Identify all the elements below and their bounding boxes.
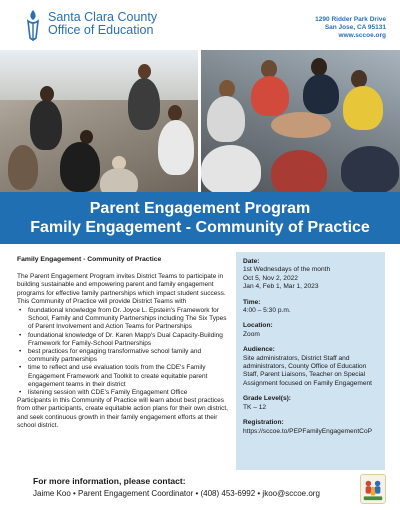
- list-item: • listening session with CDE's Family Engagement Office: [17, 389, 229, 397]
- torch-logo-icon: [22, 8, 44, 44]
- team-hands-photo: [201, 50, 400, 192]
- date-line: 1st Wednesdays of the month: [243, 266, 331, 274]
- list-item: • foundational knowledge of Dr. Karen Mapp's Dual Capacity-Building Framework for Family-School Partnerships: [17, 332, 229, 348]
- photo-strip: [0, 50, 400, 192]
- contact-heading: For more information, please contact:: [33, 476, 186, 486]
- program-subtitle: Family Engagement - Community of Practice: [30, 219, 370, 236]
- list-item: • best practices for engaging transformative school family and community partnerships: [17, 348, 229, 364]
- address-city: San Jose, CA 95131: [324, 24, 386, 31]
- organization-name: [48, 11, 157, 37]
- list-item: • time to reflect and use evaluation tools from the CDE's Family Engagement Framework and Toolkit to create equitable parent engagement teams in their district: [17, 364, 229, 389]
- location-value: Zoom: [243, 330, 260, 338]
- address-website: www.sccoe.org: [338, 32, 386, 39]
- footer: [0, 472, 400, 510]
- date-label: Date:: [243, 258, 260, 265]
- org-line-1: Santa Clara County: [48, 10, 158, 24]
- benefits-list: [17, 307, 229, 397]
- section-heading: Family Engagement - Community of Practice: [17, 256, 162, 263]
- group-discussion-photo: [0, 50, 198, 192]
- location-label: Location:: [243, 322, 273, 330]
- header: [0, 0, 400, 50]
- org-line-2: Office of Education: [48, 23, 154, 37]
- list-item: • foundational knowledge from Dr. Joyce L. Epstein's Framework for School, Family and Community Partnerships including The Six Types of Parent Involvement and Action Teams for Partnerships: [17, 307, 229, 332]
- program-title: Parent Engagement Program: [89, 200, 311, 217]
- time-value: 4:00 – 5:30 p.m.: [243, 307, 291, 315]
- registration-label: Registration:: [243, 419, 284, 427]
- closing-paragraph: Participants in this Community of Practice will learn about best practices from other participants, create equitable action plans for their own district, and seek continuous growth in their family engagement efforts at their school district.: [17, 397, 228, 429]
- title-banner: [0, 192, 400, 244]
- family-badge-icon: [360, 474, 386, 504]
- intro-paragraph: The Parent Engagement Program invites District Teams to participate in building sustainable and empowering parent and family engagement programs for effective family partnerships which impact student success. This Community of Practice will provide District Teams with: [17, 273, 226, 305]
- registration-link[interactable]: https://sccoe.to/PEPFamilyEngagementCoP: [243, 427, 373, 435]
- date-line: Oct 5, Nov 2, 2022: [243, 274, 298, 282]
- grade-value: TK – 12: [243, 403, 267, 411]
- event-details-box: [236, 252, 385, 470]
- description-column: [17, 256, 229, 430]
- time-label: Time:: [243, 298, 261, 306]
- audience-value: Site administrators, District Staff and administrators, County Office of Education Staff, Parent Liaisons, Teacher on Special Assignment focused on Family Engagement: [243, 354, 373, 387]
- contact-details: Jaime Koo • Parent Engagement Coordinator • (408) 453-6992 • jkoo@sccoe.org: [33, 489, 320, 498]
- address-street: 1290 Ridder Park Drive: [315, 16, 386, 23]
- address-block: [315, 16, 386, 40]
- date-line: Jan 4, Feb 1, Mar 1, 2023: [243, 283, 319, 291]
- grade-label: Grade Level(s):: [243, 395, 292, 403]
- audience-label: Audience:: [243, 346, 275, 354]
